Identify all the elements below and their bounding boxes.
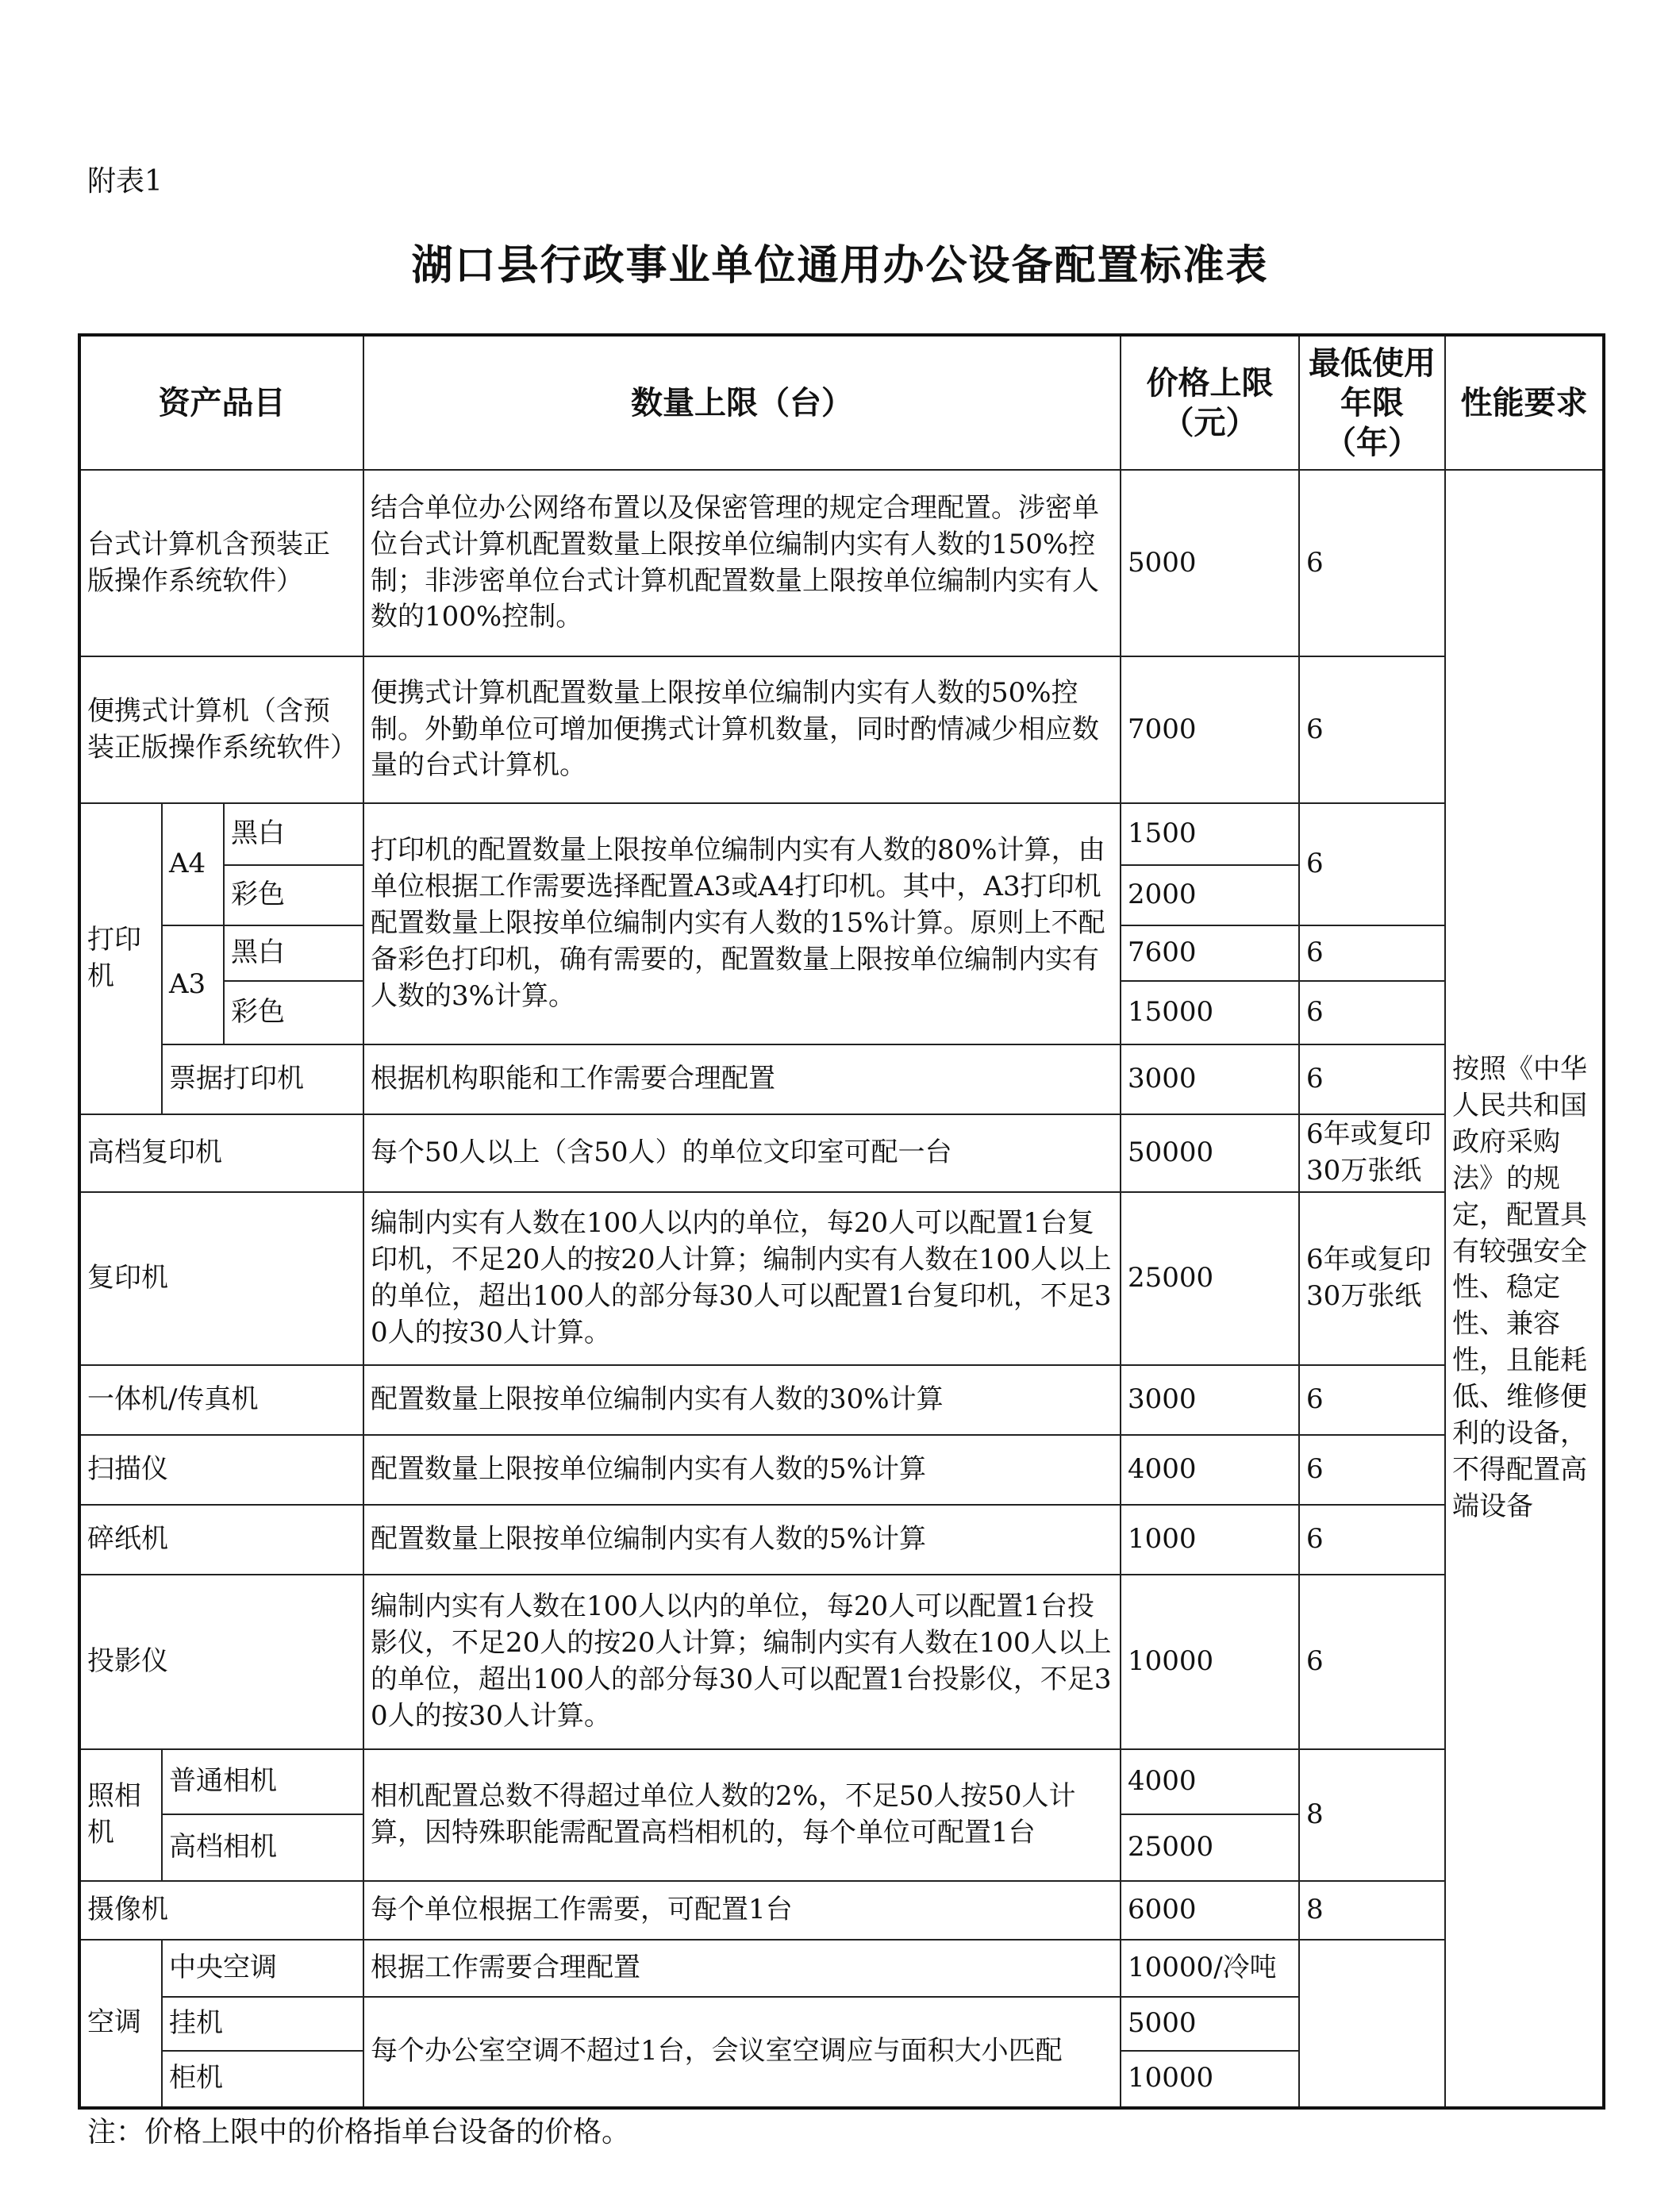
printer-a3-color-price: 15000 — [1121, 981, 1299, 1044]
camera-qty: 相机配置总数不得超过单位人数的2%，不足50人按50人计算，因特殊职能需配置高档相机的，每个单位可配置1台 — [363, 1749, 1121, 1881]
camera-high-label: 高档相机 — [162, 1814, 363, 1881]
standards-table — [78, 333, 1605, 2110]
laptop-price: 7000 — [1121, 656, 1299, 803]
ac-cabinet-price: 10000 — [1121, 2051, 1299, 2108]
receipt-printer-qty: 根据机构职能和工作需要合理配置 — [363, 1044, 1121, 1114]
receipt-printer-name: 票据打印机 — [162, 1044, 363, 1114]
hi-copier-qty: 每个50人以上（含50人）的单位文印室可配一台 — [363, 1114, 1121, 1192]
table-row — [79, 1575, 1604, 1749]
fax-years: 6 — [1299, 1365, 1445, 1435]
copier-price: 25000 — [1121, 1192, 1299, 1365]
printer-a3-bw-label: 黑白 — [224, 925, 363, 981]
table-row — [79, 1114, 1604, 1192]
fax-name: 一体机/传真机 — [79, 1365, 363, 1435]
video-price: 6000 — [1121, 1881, 1299, 1940]
table-row — [79, 1044, 1604, 1114]
table-row — [79, 1435, 1604, 1505]
ac-name: 空调 — [79, 1940, 162, 2108]
projector-qty: 编制内实有人数在100人以内的单位，每20人可以配置1台投影仪，不足20人的按20人计算；编制内实有人数在100人以上的单位，超出100人的部分每30人可以配置1台投影仪，不足30人的按30人计算。 — [363, 1575, 1121, 1749]
table-row — [79, 1365, 1604, 1435]
projector-price: 10000 — [1121, 1575, 1299, 1749]
copier-years: 6年或复印30万张纸 — [1299, 1192, 1445, 1365]
printer-a4-years: 6 — [1299, 803, 1445, 925]
printer-a3-color-years: 6 — [1299, 981, 1445, 1044]
projector-years: 6 — [1299, 1575, 1445, 1749]
printer-name: 打印机 — [79, 803, 162, 1114]
hi-copier-years: 6年或复印30万张纸 — [1299, 1114, 1445, 1192]
copier-qty: 编制内实有人数在100人以内的单位，每20人可以配置1台复印机，不足20人的按20人计算；编制内实有人数在100人以上的单位，超出100人的部分每30人可以配置1台复印机，不足30人的按30人计算。 — [363, 1192, 1121, 1365]
table-row — [79, 470, 1604, 656]
table-row — [79, 803, 1604, 865]
printer-a3-color-label: 彩色 — [224, 981, 363, 1044]
printer-a4-bw-price: 1500 — [1121, 803, 1299, 865]
printer-a4-bw-label: 黑白 — [224, 803, 363, 865]
video-years: 8 — [1299, 1881, 1445, 1940]
scanner-price: 4000 — [1121, 1435, 1299, 1505]
printer-qty: 打印机的配置数量上限按单位编制内实有人数的80%计算，由单位根据工作需要选择配置A3或A4打印机。其中，A3打印机配置数量上限按单位编制内实有人数的15%计算。原则上不配备彩色打印机，确有需要的，配置数量上限按单位编制内实有人数的3%计算。 — [363, 803, 1121, 1044]
ac-central-price: 10000/冷吨 — [1121, 1940, 1299, 1997]
video-name: 摄像机 — [79, 1881, 363, 1940]
desktop-qty: 结合单位办公网络布置以及保密管理的规定合理配置。涉密单位台式计算机配置数量上限按单位编制内实有人数的150%控制；非涉密单位台式计算机配置数量上限按单位编制内实有人数的100%控制。 — [363, 470, 1121, 656]
ac-split-qty: 每个办公室空调不超过1台，会议室空调应与面积大小匹配 — [363, 1997, 1121, 2108]
appendix-label: 附表1 — [87, 165, 163, 198]
laptop-years: 6 — [1299, 656, 1445, 803]
camera-name: 照相机 — [79, 1749, 162, 1881]
hi-copier-price: 50000 — [1121, 1114, 1299, 1192]
footnote: 注：价格上限中的价格指单台设备的价格。 — [87, 2116, 631, 2148]
table-row — [79, 1749, 1604, 1814]
ac-central-label: 中央空调 — [162, 1940, 363, 1997]
receipt-printer-years: 6 — [1299, 1044, 1445, 1114]
hi-copier-name: 高档复印机 — [79, 1114, 363, 1192]
table-row — [79, 1505, 1604, 1575]
printer-a4-label: A4 — [162, 803, 224, 925]
laptop-qty: 便携式计算机配置数量上限按单位编制内实有人数的50%控制。外勤单位可增加便携式计算机数量，同时酌情减少相应数量的台式计算机。 — [363, 656, 1121, 803]
scanner-qty: 配置数量上限按单位编制内实有人数的5%计算 — [363, 1435, 1121, 1505]
header-item: 资产品目 — [79, 335, 363, 470]
fax-price: 3000 — [1121, 1365, 1299, 1435]
printer-a3-bw-years: 6 — [1299, 925, 1445, 981]
table-row — [79, 1940, 1604, 1997]
camera-high-price: 25000 — [1121, 1814, 1299, 1881]
printer-a4-color-price: 2000 — [1121, 865, 1299, 925]
ac-central-qty: 根据工作需要合理配置 — [363, 1940, 1121, 1997]
scanner-name: 扫描仪 — [79, 1435, 363, 1505]
receipt-printer-price: 3000 — [1121, 1044, 1299, 1114]
ac-years — [1299, 1940, 1445, 2108]
printer-a4-color-label: 彩色 — [224, 865, 363, 925]
camera-years: 8 — [1299, 1749, 1445, 1881]
header-qty: 数量上限（台） — [363, 335, 1121, 470]
camera-normal-price: 4000 — [1121, 1749, 1299, 1814]
perf-requirement: 按照《中华人民共和国政府采购法》的规定，配置具有较强安全性、稳定性、兼容性，且能耗低、维修便利的设备，不得配置高端设备 — [1445, 470, 1604, 2108]
shredder-price: 1000 — [1121, 1505, 1299, 1575]
page-title: 湖口县行政事业单位通用办公设备配置标准表 — [411, 242, 1269, 290]
table-row — [79, 656, 1604, 803]
table-row — [79, 1881, 1604, 1940]
printer-a3-label: A3 — [162, 925, 224, 1044]
header-perf: 性能要求 — [1445, 335, 1604, 470]
printer-a3-bw-price: 7600 — [1121, 925, 1299, 981]
shredder-name: 碎纸机 — [79, 1505, 363, 1575]
desktop-price: 5000 — [1121, 470, 1299, 656]
desktop-years: 6 — [1299, 470, 1445, 656]
shredder-qty: 配置数量上限按单位编制内实有人数的5%计算 — [363, 1505, 1121, 1575]
laptop-name: 便携式计算机（含预装正版操作系统软件） — [79, 656, 363, 803]
copier-name: 复印机 — [79, 1192, 363, 1365]
shredder-years: 6 — [1299, 1505, 1445, 1575]
table-row — [79, 1192, 1604, 1365]
scanner-years: 6 — [1299, 1435, 1445, 1505]
camera-normal-label: 普通相机 — [162, 1749, 363, 1814]
ac-wall-price: 5000 — [1121, 1997, 1299, 2051]
header-price: 价格上限（元） — [1121, 335, 1299, 470]
desktop-name: 台式计算机含预装正版操作系统软件） — [79, 470, 363, 656]
projector-name: 投影仪 — [79, 1575, 363, 1749]
ac-wall-label: 挂机 — [162, 1997, 363, 2051]
video-qty: 每个单位根据工作需要，可配置1台 — [363, 1881, 1121, 1940]
fax-qty: 配置数量上限按单位编制内实有人数的30%计算 — [363, 1365, 1121, 1435]
ac-cabinet-label: 柜机 — [162, 2051, 363, 2108]
header-years: 最低使用年限（年） — [1299, 335, 1445, 470]
